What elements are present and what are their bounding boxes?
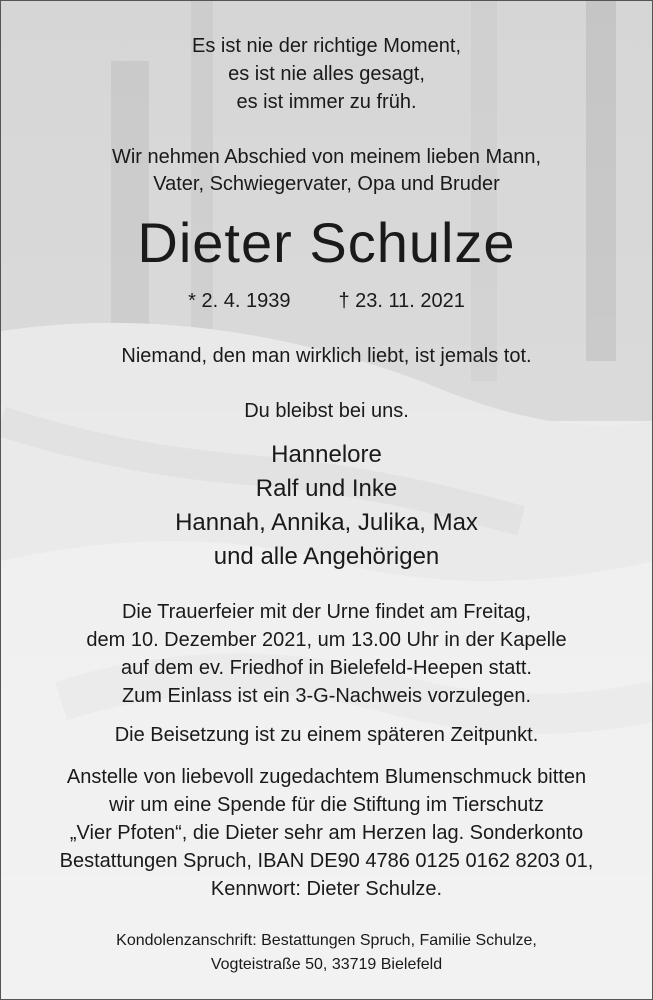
condolence-line-1: Kondolenzanschrift: Bestattungen Spruch, Familie Schulze, <box>116 932 537 949</box>
death-date: † 23. 11. 2021 <box>338 290 465 312</box>
donation-line-3: „Vier Pfoten“, die Dieter sehr am Herzen lag. Sonderkonto <box>69 822 584 844</box>
ceremony-line-3: auf dem ev. Friedhof in Bielefeld-Heepen statt. <box>121 657 532 679</box>
donation-line-5: Kennwort: Dieter Schulze. <box>210 878 443 900</box>
mourner-line-2: Ralf und Inke <box>255 475 398 502</box>
life-dates <box>1 286 652 316</box>
verse-line-3: es ist immer zu früh. <box>236 91 417 113</box>
intro-line-2: Vater, Schwiegervater, Opa und Bruder <box>153 173 500 195</box>
condolence-line-2: Vogteistraße 50, 33719 Bielefeld <box>210 956 443 973</box>
mourner-line-1: Hannelore <box>271 441 382 468</box>
ceremony-line-4: Zum Einlass ist ein 3-G-Nachweis vorzulegen. <box>121 685 532 707</box>
mourner-line-3: Hannah, Annika, Julika, Max <box>175 509 478 536</box>
donation-line-4: Bestattungen Spruch, IBAN DE90 4786 0125 0162 8203 01, <box>59 850 594 872</box>
ceremony-line-1: Die Trauerfeier mit der Urne findet am Freitag, <box>121 601 532 623</box>
verse-line-1: Es ist nie der richtige Moment, <box>192 35 461 57</box>
notice-text <box>1 1 652 999</box>
ceremony-line-2: dem 10. Dezember 2021, um 13.00 Uhr in der Kapelle <box>86 629 567 651</box>
deceased-name: Dieter Schulze <box>137 211 516 274</box>
burial-note: Die Beisetzung ist zu einem späteren Zeitpunkt. <box>114 724 539 746</box>
mourner-line-4: und alle Angehörigen <box>213 543 440 570</box>
donation-line-1: Anstelle von liebevoll zugedachtem Blumenschmuck bitten <box>66 766 587 788</box>
birth-date: * 2. 4. 1939 <box>188 290 291 312</box>
memorial-quote-2: Du bleibst bei uns. <box>244 400 409 422</box>
intro-line-1: Wir nehmen Abschied von meinem lieben Mann, <box>111 146 542 168</box>
memorial-quote: Niemand, den man wirklich liebt, ist jemals tot. <box>121 345 532 367</box>
donation-line-2: wir um eine Spende für die Stiftung im Tierschutz <box>109 794 544 816</box>
verse-line-2: es ist nie alles gesagt, <box>228 63 425 85</box>
